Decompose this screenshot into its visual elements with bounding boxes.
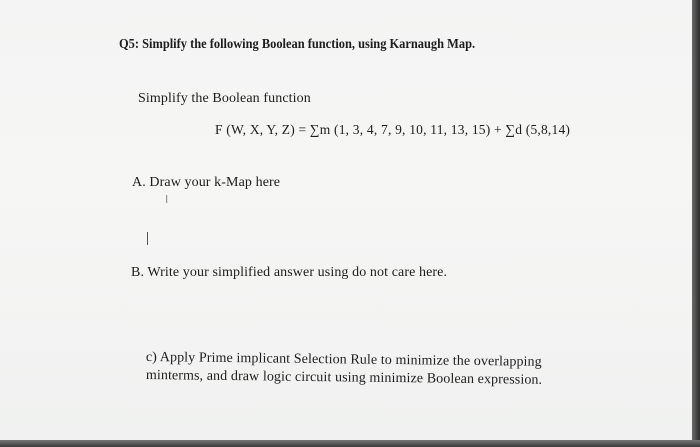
part-c-prompt-line1: c) Apply Prime implicant Selection Rule to minimize the overlapping xyxy=(145,350,542,370)
boolean-function: F (W, X, Y, Z) = ∑m (1, 3, 4, 7, 9, 10, 11, 13, 15) + ∑d (5,8,14) xyxy=(215,122,571,137)
desk-edge-bottom xyxy=(0,440,700,447)
text-cursor-icon: I xyxy=(165,193,169,206)
desk-edge-right xyxy=(692,0,700,447)
part-b-prompt: B. Write your simplified answer using do not care here. xyxy=(131,265,448,280)
question-title: Q5: Simplify the following Boolean function, using Karnaugh Map. xyxy=(119,36,476,51)
part-a-prompt: A. Draw your k-Map here xyxy=(132,175,281,190)
text-caret xyxy=(147,232,148,245)
question-intro: Simplify the Boolean function xyxy=(138,91,311,106)
part-c-prompt-line2: minterms, and draw logic circuit using minimize Boolean expression. xyxy=(145,368,543,388)
